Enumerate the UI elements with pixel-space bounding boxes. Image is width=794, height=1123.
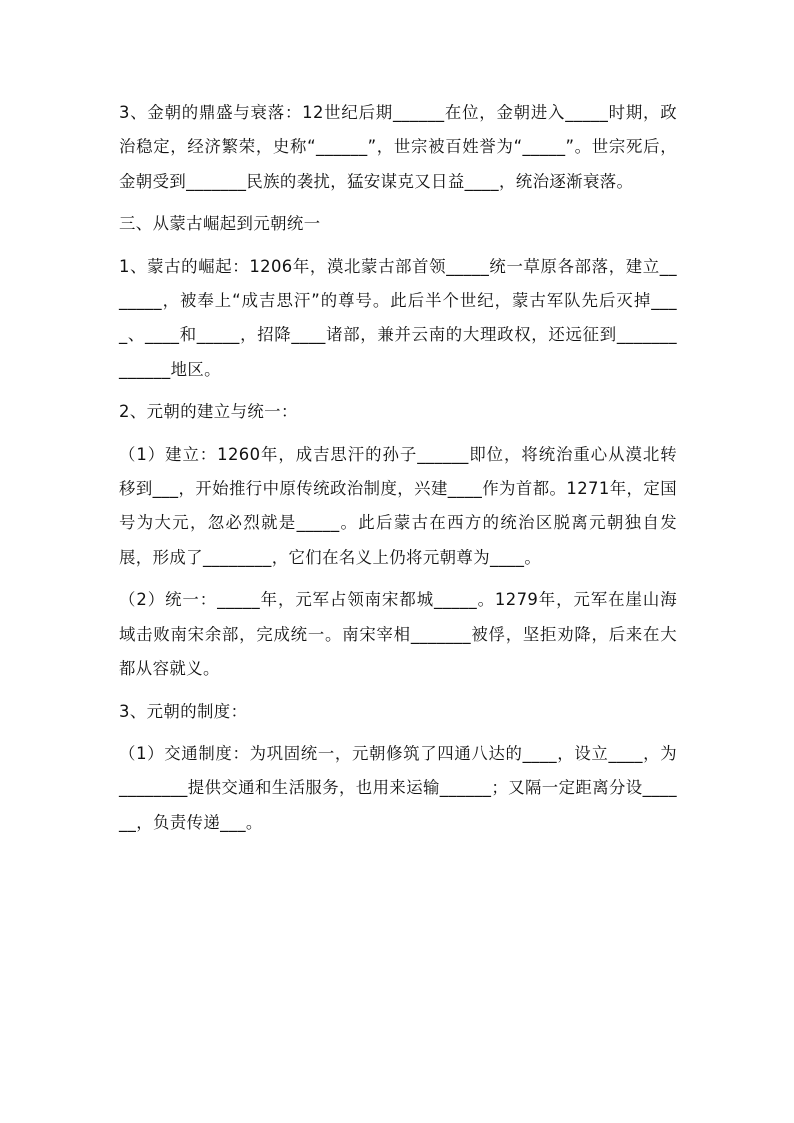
yuan-founding-heading: 2、元朝的建立与统一： [119, 402, 298, 422]
paragraph-yuan-founding: （1）建立：1260年，成吉思汗的孙子______即位，将统治重心从漠北转移到___，开始推行中原传统政治制度，兴建____作为首都。1271年，定国号为大元，忽必烈就是_____。此后蒙古在西方的统治区脱离元朝独自发展，形成了________，它们在名义上仍将元朝尊为____。 [119, 444, 677, 567]
paragraph-yuan-unification: （2）统一：_____年，元军占领南宋都城_____。1279年，元军在崖山海域击败南宋余部，完成统一。南宋宰相_______被俘，坚拒劝降，后来在大都从容就义。 [119, 590, 677, 679]
yuan-systems-heading: 3、元朝的制度： [119, 701, 248, 721]
section-three-heading: 三、从蒙古崛起到元朝统一 [119, 214, 321, 234]
paragraph-mongol-rise: 1、蒙古的崛起：1206年，漠北蒙古部首领_____统一草原各部落，建立_______，被奉上“成吉思汗”的尊号。此后半个世纪，蒙古军队先后灭掉____、____和_____，招降____诸部，兼并云南的大理政权，还远征到_____________地区。 [119, 256, 677, 379]
paragraph-jin-prosperity-decline: 3、金朝的鼎盛与衰落：12世纪后期______在位，金朝进入_____时期，政治稳定，经济繁荣，史称“______”，世宗被百姓誉为“_____”。世宗死后，金朝受到_______民族的袭扰，猛安谋克又日益____，统治逐渐衰落。 [119, 103, 677, 191]
document-page [119, 96, 677, 840]
paragraph-yuan-transport: （1）交通制度：为巩固统一，元朝修筑了四通八达的____，设立____，为________提供交通和生活服务，也用来运输______；又隔一定距离分设______，负责传递___。 [119, 743, 677, 832]
